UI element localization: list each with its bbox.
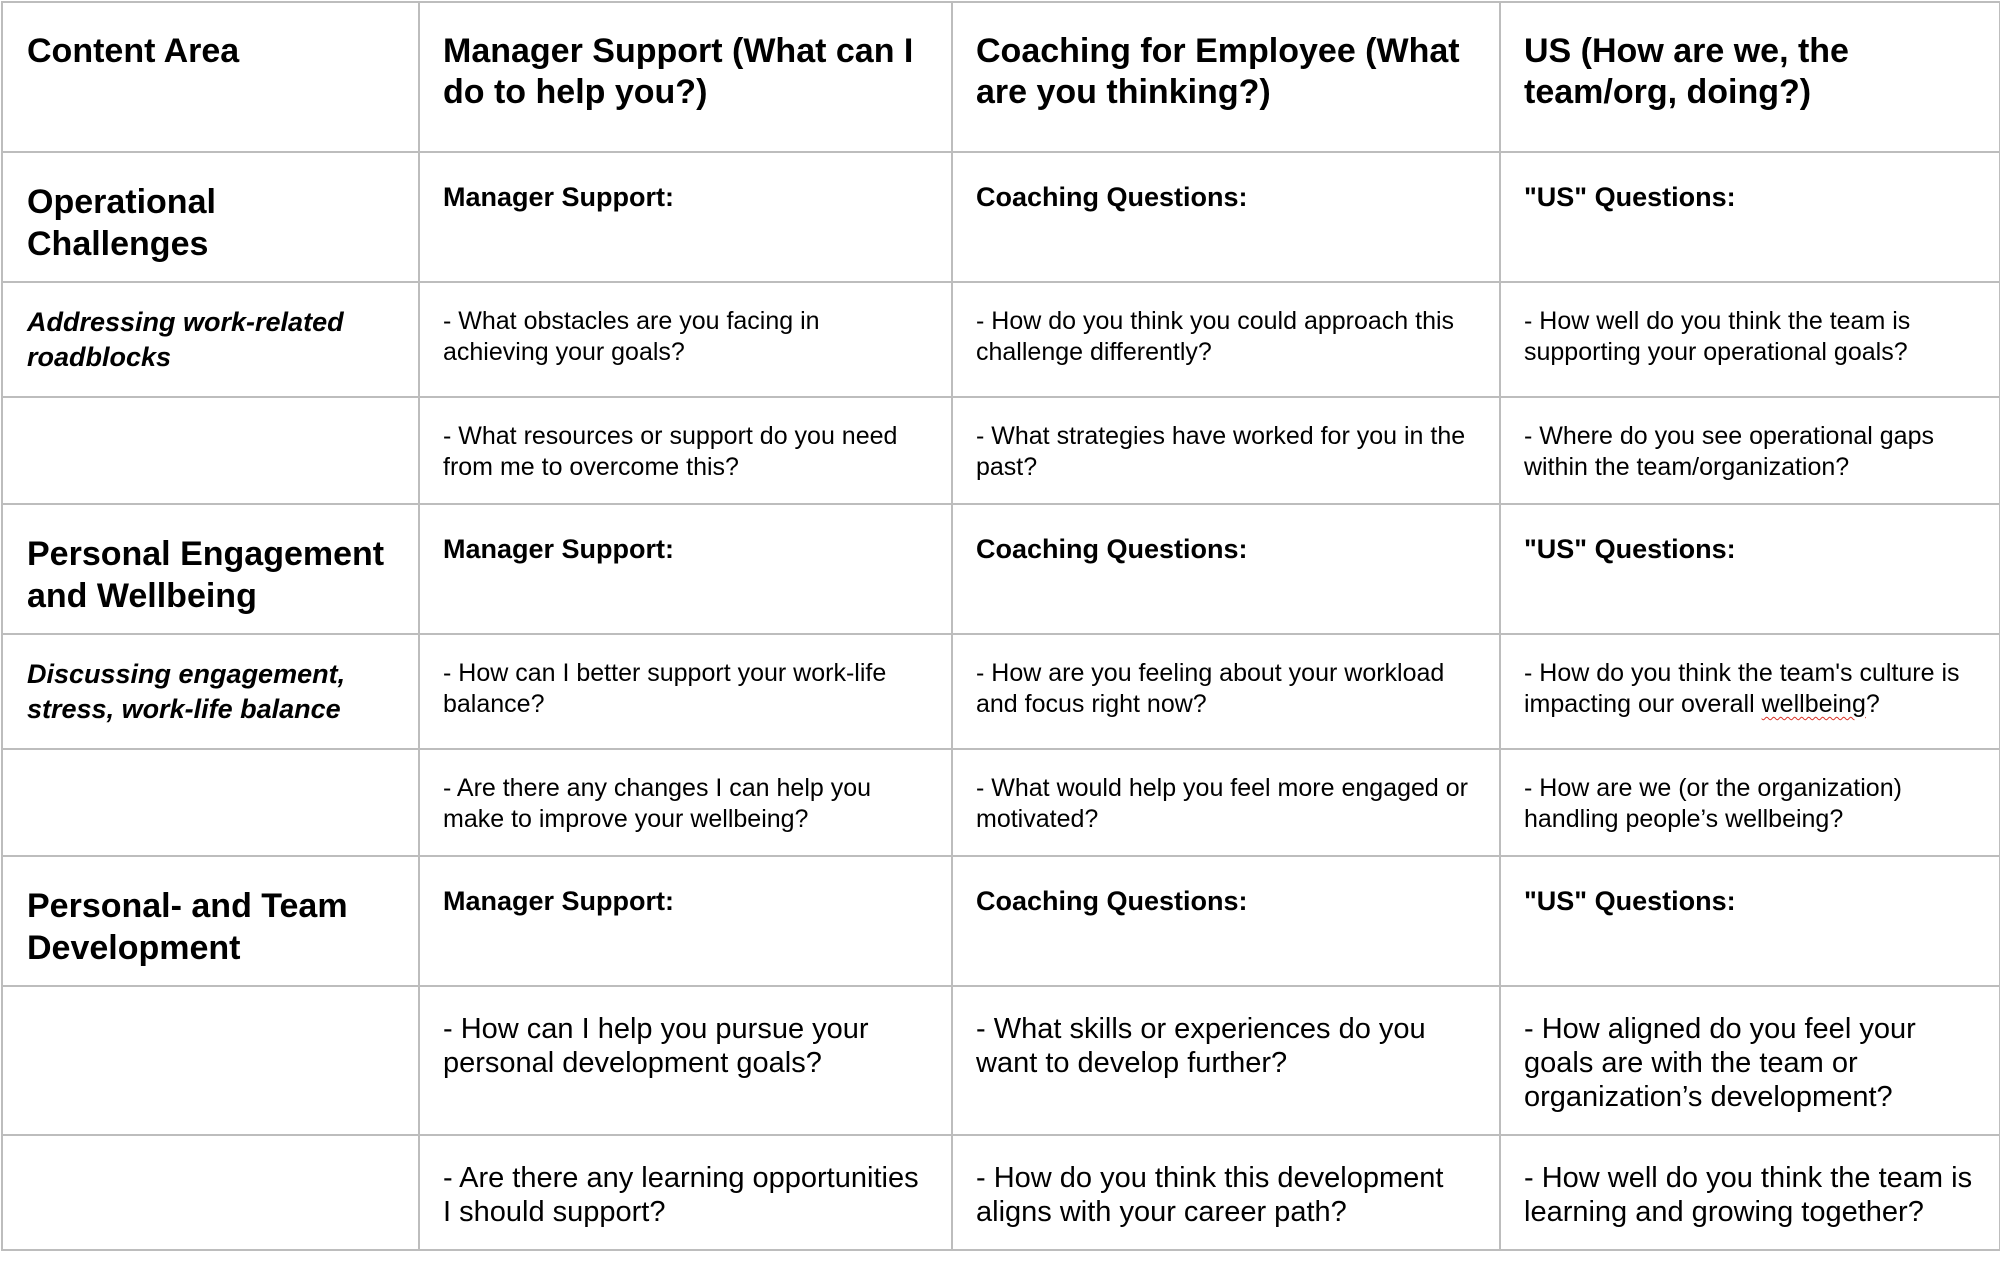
coaching-framework-table bbox=[1, 1, 2000, 1251]
empty-cell bbox=[2, 1135, 419, 1250]
section-title-row bbox=[2, 504, 2000, 634]
us-questions-label: "US" Questions: bbox=[1524, 534, 1736, 564]
us-question-end: ? bbox=[1865, 690, 1880, 718]
label-cell bbox=[952, 152, 1500, 282]
header-manager-support: Manager Support (What can I do to help you?) bbox=[443, 32, 914, 111]
spelling-flagged-word[interactable]: wellbeing bbox=[1761, 690, 1866, 718]
section-title-cell bbox=[2, 152, 419, 282]
us-questions-label: "US" Questions: bbox=[1524, 886, 1736, 916]
manager-question: - Are there any learning opportunities I should support? bbox=[443, 1162, 919, 1228]
coaching-question: - How do you think you could approach this challenge differently? bbox=[976, 307, 1455, 366]
question-cell bbox=[419, 397, 952, 504]
section-subtitle-cell bbox=[2, 634, 419, 749]
empty-cell bbox=[2, 986, 419, 1135]
section-subtitle-cell bbox=[2, 282, 419, 397]
section-title: Personal- and Team Development bbox=[27, 887, 348, 967]
coaching-question: - What skills or experiences do you want to develop further? bbox=[976, 1013, 1426, 1079]
manager-question: - How can I better support your work-life balance? bbox=[443, 659, 887, 718]
question-cell bbox=[419, 1135, 952, 1250]
question-cell bbox=[952, 1135, 1500, 1250]
section-title-cell bbox=[2, 504, 419, 634]
label-cell bbox=[1500, 152, 2000, 282]
header-row bbox=[2, 2, 2000, 152]
manager-question: - How can I help you pursue your personal development goals? bbox=[443, 1013, 869, 1079]
coaching-question: - What strategies have worked for you in the past? bbox=[976, 422, 1466, 481]
section-subtitle: Addressing work-related roadblocks bbox=[27, 307, 344, 372]
us-question: - How aligned do you feel your goals are with the team or organization’s development? bbox=[1524, 1013, 1916, 1113]
us-question: - How well do you think the team is learning and growing together? bbox=[1524, 1162, 1973, 1228]
manager-support-label: Manager Support: bbox=[443, 534, 675, 564]
us-question: - How are we (or the organization) handling people’s wellbeing? bbox=[1524, 774, 1902, 833]
us-question bbox=[1501, 635, 1999, 720]
us-question-text: - How do you think the team's culture is impacting our overall bbox=[1524, 659, 1960, 718]
manager-support-label: Manager Support: bbox=[443, 886, 675, 916]
question-cell bbox=[952, 634, 1500, 749]
question-cell bbox=[1500, 1135, 2000, 1250]
empty-cell bbox=[2, 749, 419, 856]
label-cell bbox=[952, 504, 1500, 634]
section-subtitle: Discussing engagement, stress, work-life balance bbox=[27, 659, 346, 724]
section-title-cell bbox=[2, 856, 419, 986]
manager-question: - What resources or support do you need from me to overcome this? bbox=[443, 422, 898, 481]
question-cell bbox=[952, 397, 1500, 504]
us-question: - How well do you think the team is supporting your operational goals? bbox=[1524, 307, 1911, 366]
question-row bbox=[2, 634, 2000, 749]
section-title-row bbox=[2, 856, 2000, 986]
coaching-question: - How are you feeling about your workload and focus right now? bbox=[976, 659, 1445, 718]
question-cell bbox=[1500, 282, 2000, 397]
us-question: - Where do you see operational gaps within the team/organization? bbox=[1524, 422, 1934, 481]
coaching-question: - How do you think this development aligns with your career path? bbox=[976, 1162, 1444, 1228]
header-coaching: Coaching for Employee (What are you thinking?) bbox=[976, 32, 1460, 111]
header-cell-coaching bbox=[952, 2, 1500, 152]
question-cell bbox=[1500, 634, 2000, 749]
section-title: Operational Challenges bbox=[27, 183, 216, 263]
question-row bbox=[2, 397, 2000, 504]
empty-cell bbox=[2, 397, 419, 504]
manager-support-label: Manager Support: bbox=[443, 182, 675, 212]
label-cell bbox=[1500, 504, 2000, 634]
question-cell bbox=[419, 986, 952, 1135]
question-cell bbox=[952, 986, 1500, 1135]
header-content-area: Content Area bbox=[27, 32, 240, 70]
question-cell bbox=[419, 749, 952, 856]
question-row bbox=[2, 749, 2000, 856]
coaching-questions-label: Coaching Questions: bbox=[976, 534, 1248, 564]
header-cell-us bbox=[1500, 2, 2000, 152]
manager-question: - What obstacles are you facing in achieving your goals? bbox=[443, 307, 820, 366]
header-cell-content-area bbox=[2, 2, 419, 152]
coaching-question: - What would help you feel more engaged or motivated? bbox=[976, 774, 1468, 833]
question-cell bbox=[419, 634, 952, 749]
question-cell bbox=[952, 282, 1500, 397]
label-cell bbox=[419, 856, 952, 986]
label-cell bbox=[952, 856, 1500, 986]
section-title: Personal Engagement and Wellbeing bbox=[27, 535, 385, 615]
manager-question: - Are there any changes I can help you make to improve your wellbeing? bbox=[443, 774, 872, 833]
question-cell bbox=[1500, 749, 2000, 856]
question-cell bbox=[1500, 986, 2000, 1135]
coaching-questions-label: Coaching Questions: bbox=[976, 886, 1248, 916]
question-row bbox=[2, 986, 2000, 1135]
label-cell bbox=[419, 504, 952, 634]
question-cell bbox=[419, 282, 952, 397]
question-cell bbox=[952, 749, 1500, 856]
header-us: US (How are we, the team/org, doing?) bbox=[1524, 32, 1849, 111]
question-row bbox=[2, 282, 2000, 397]
question-row bbox=[2, 1135, 2000, 1250]
label-cell bbox=[419, 152, 952, 282]
coaching-questions-label: Coaching Questions: bbox=[976, 182, 1248, 212]
section-title-row bbox=[2, 152, 2000, 282]
question-cell bbox=[1500, 397, 2000, 504]
label-cell bbox=[1500, 856, 2000, 986]
header-cell-manager-support bbox=[419, 2, 952, 152]
us-questions-label: "US" Questions: bbox=[1524, 182, 1736, 212]
